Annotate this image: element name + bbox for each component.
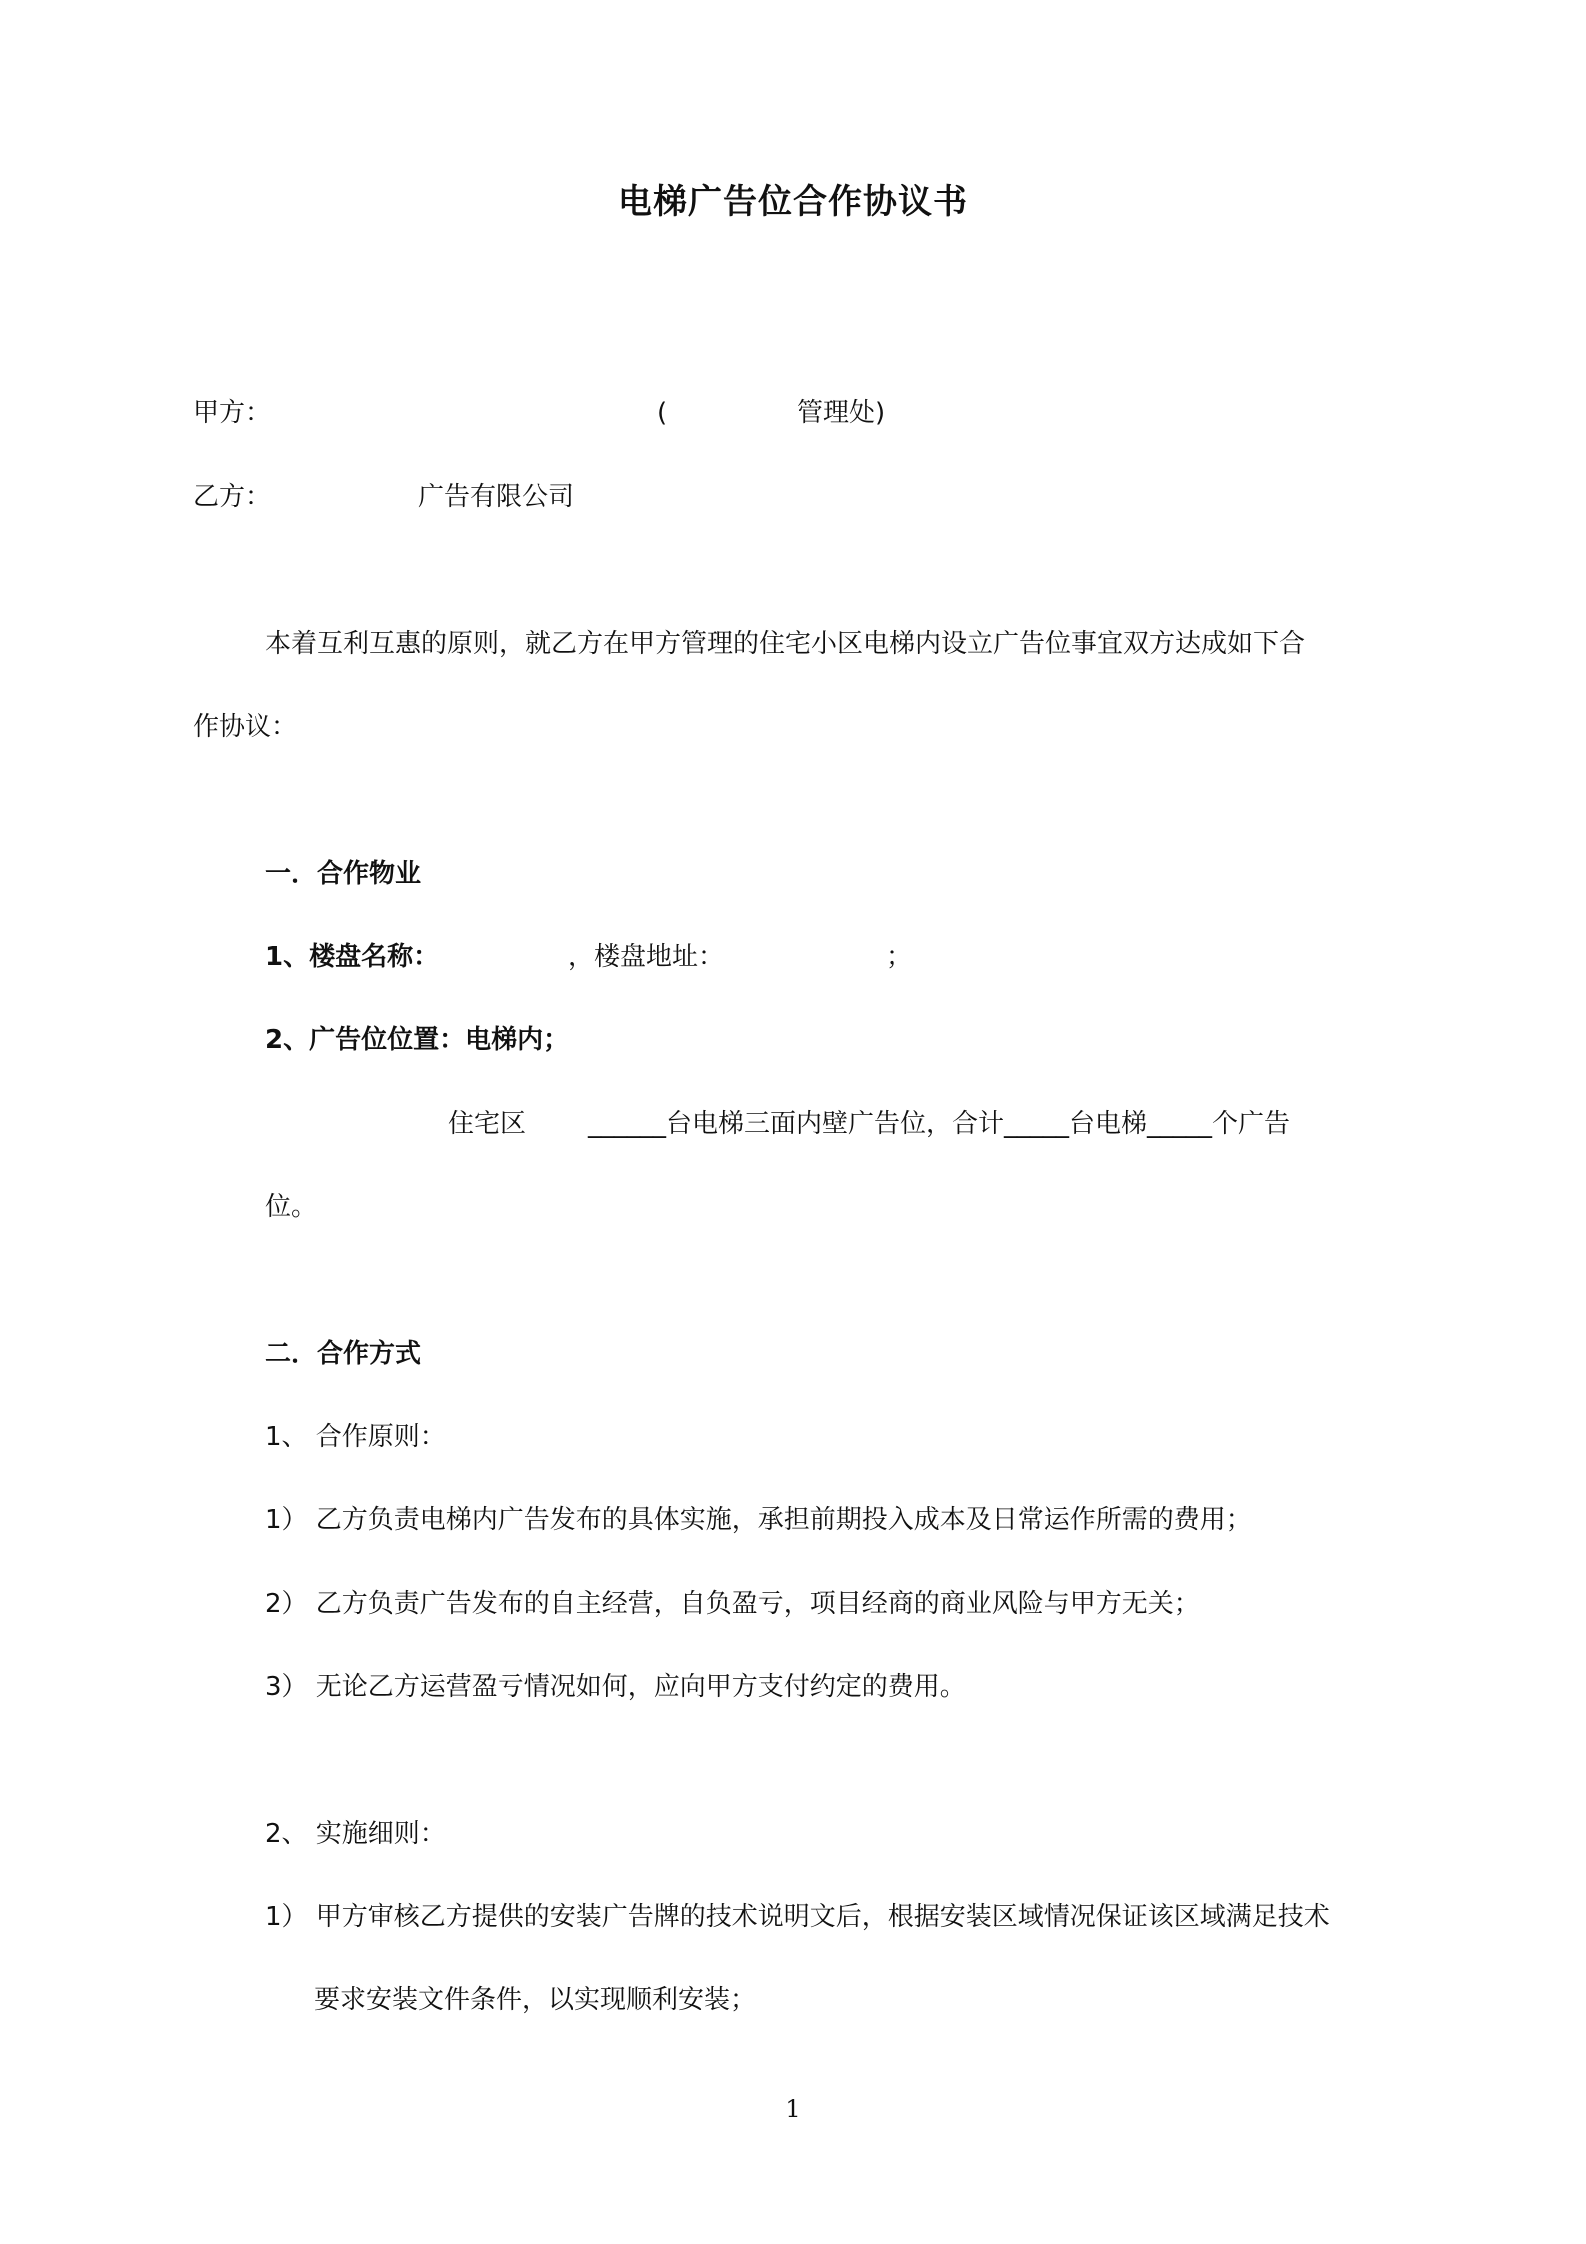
- details-label: 2、 实施细则：: [265, 1819, 446, 1849]
- page-number: 1: [785, 2095, 801, 2123]
- detail-1-line-2: 要求安装文件条件，以实现顺利安装；: [314, 1985, 757, 2015]
- party-b-label: 乙方：: [193, 482, 272, 512]
- residential-detail: ______台电梯三面内壁广告位，合计_____台电梯_____个广告: [588, 1109, 1291, 1139]
- residential-detail-continued: 位。: [265, 1192, 318, 1222]
- principles-label: 1、 合作原则：: [265, 1422, 446, 1452]
- residential-label: 住宅区: [448, 1109, 527, 1139]
- section-2-heading: 二．合作方式: [265, 1339, 422, 1369]
- party-b-company: 广告有限公司: [418, 482, 575, 512]
- party-a-paren-open: (: [657, 398, 668, 428]
- principle-3: 3） 无论乙方运营盈亏情况如何，应向甲方支付约定的费用。: [265, 1672, 966, 1702]
- section-1-heading: 一．合作物业: [265, 859, 422, 889]
- principle-2: 2） 乙方负责广告发布的自主经营，自负盈亏，项目经商的商业风险与甲方无关；: [265, 1589, 1200, 1619]
- party-a-label: 甲方：: [193, 398, 272, 428]
- section-1-item-1-label: 1、楼盘名称：: [265, 942, 440, 972]
- section-1-item-1-end: ；: [886, 942, 913, 972]
- detail-1-line-1: 1） 甲方审核乙方提供的安装广告牌的技术说明文后，根据安装区域情况保证该区域满足技术: [265, 1902, 1330, 1932]
- intro-paragraph-line-1: 本着互利互惠的原则，就乙方在甲方管理的住宅小区电梯内设立广告位事宜双方达成如下合: [265, 629, 1306, 659]
- document-title: 电梯广告位合作协议书: [618, 182, 968, 222]
- party-a-office: 管理处): [797, 398, 886, 428]
- principle-1: 1） 乙方负责电梯内广告发布的具体实施，承担前期投入成本及日常运作所需的费用；: [265, 1505, 1252, 1535]
- section-1-item-1-address-label: ，楼盘地址：: [568, 942, 725, 972]
- intro-paragraph-line-2: 作协议：: [193, 712, 298, 742]
- section-1-item-2: 2、广告位位置：电梯内；: [265, 1025, 570, 1055]
